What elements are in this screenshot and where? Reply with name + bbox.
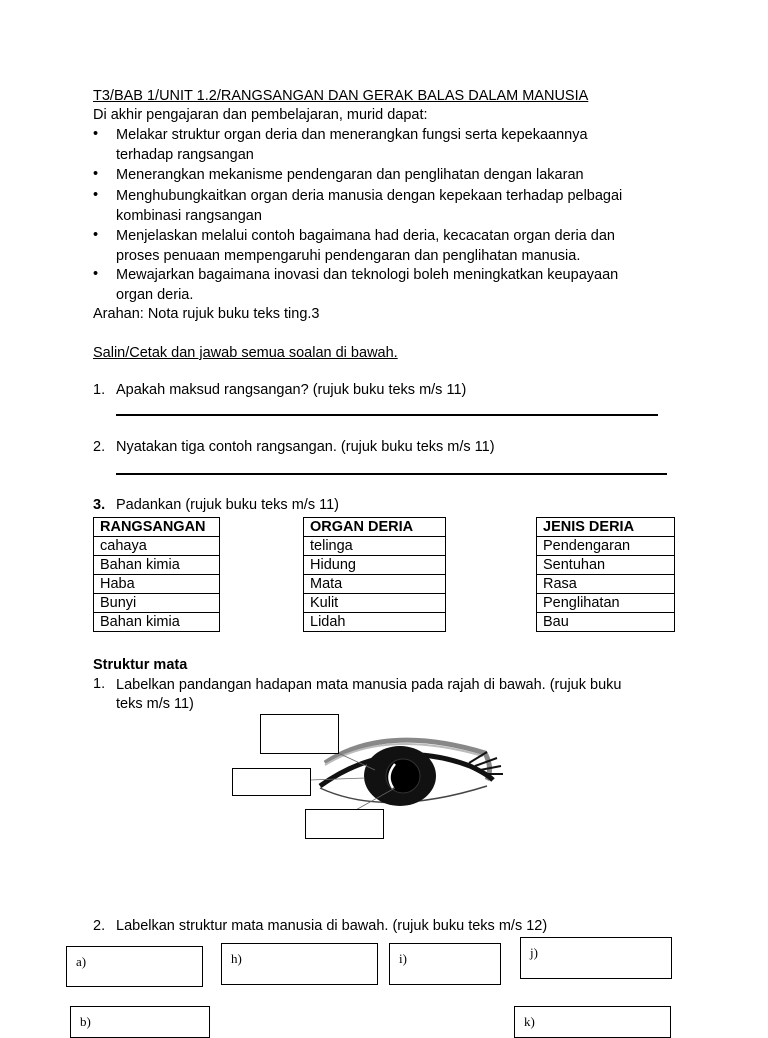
box-label: j) — [530, 945, 538, 960]
question-number: 2. — [93, 918, 106, 934]
question-number: 3. — [93, 497, 106, 513]
answer-line[interactable] — [116, 473, 667, 475]
table-organ-deria — [303, 517, 446, 632]
box-label: b) — [80, 1014, 91, 1029]
pupil — [386, 759, 420, 793]
table-cell: Hidung — [304, 556, 446, 575]
label-box-k[interactable] — [514, 1006, 671, 1038]
column-header: RANGSANGAN — [94, 518, 220, 537]
label-box-i[interactable] — [389, 943, 501, 985]
label-box[interactable] — [232, 768, 311, 796]
bullet-icon: • — [93, 166, 99, 182]
intro-text: Di akhir pengajaran dan pembelajaran, murid dapat: — [93, 107, 428, 123]
table-cell: Pendengaran — [537, 537, 675, 556]
box-label: i) — [399, 951, 407, 966]
question-text: Labelkan struktur mata manusia di bawah. (rujuk buku teks m/s 12) — [116, 918, 548, 934]
question-number: 2. — [93, 439, 106, 455]
answer-line[interactable] — [116, 414, 658, 416]
list-item: Menjelaskan melalui contoh bagaimana had deria, kecacatan organ deria dan proses penuaan mempengaruhi pendengaran dan penglihatan manusia. — [116, 228, 615, 264]
page-title: T3/BAB 1/UNIT 1.2/RANGSANGAN DAN GERAK BALAS DALAM MANUSIA — [93, 88, 589, 104]
question-text: Labelkan pandangan hadapan mata manusia pada rajah di bawah. (rujuk buku teks m/s 11) — [116, 677, 622, 712]
table-cell: Kulit — [304, 594, 446, 613]
box-label: a) — [76, 954, 87, 969]
list-item: Menghubungkaitkan organ deria manusia dengan kepekaan terhadap pelbagai kombinasi rangsangan — [116, 188, 623, 224]
table-cell: Lidah — [304, 613, 446, 632]
question-text: Apakah maksud rangsangan? (rujuk buku teks m/s 11) — [116, 382, 467, 398]
table-cell: Bau — [537, 613, 675, 632]
question-number: 1. — [93, 382, 106, 398]
table-cell: Bahan kimia — [94, 556, 220, 575]
bullet-icon: • — [93, 126, 99, 142]
list-item: Menerangkan mekanisme pendengaran dan penglihatan dengan lakaran — [116, 167, 584, 183]
question-text: Padankan (rujuk buku teks m/s 11) — [116, 497, 339, 513]
section-heading: Struktur mata — [93, 657, 188, 673]
label-box[interactable] — [305, 809, 384, 839]
arahan-text: Arahan: Nota rujuk buku teks ting.3 — [93, 306, 320, 322]
instruction-text: Salin/Cetak dan jawab semua soalan di bawah. — [93, 345, 398, 361]
bullet-icon: • — [93, 187, 99, 203]
table-cell: telinga — [304, 537, 446, 556]
table-cell: Haba — [94, 575, 220, 594]
table-rangsangan — [93, 517, 220, 632]
table-cell: Rasa — [537, 575, 675, 594]
list-item: Melakar struktur organ deria dan menerangkan fungsi serta kepekaannya terhadap rangsangan — [116, 127, 588, 163]
table-cell: Bahan kimia — [94, 613, 220, 632]
box-label: k) — [524, 1014, 535, 1029]
label-box-a[interactable] — [66, 946, 203, 987]
question-text: Nyatakan tiga contoh rangsangan. (rujuk buku teks m/s 11) — [116, 439, 495, 455]
question-number: 1. — [93, 676, 106, 692]
column-header: JENIS DERIA — [537, 518, 675, 537]
list-item: Mewajarkan bagaimana inovasi dan teknologi boleh meningkatkan keupayaan organ deria. — [116, 267, 619, 303]
label-box[interactable] — [260, 714, 339, 754]
label-box-b[interactable] — [70, 1006, 210, 1038]
leader-line — [310, 778, 365, 780]
label-box-h[interactable] — [221, 943, 378, 985]
box-label: h) — [231, 951, 242, 966]
label-box-j[interactable] — [520, 937, 672, 979]
table-cell: Sentuhan — [537, 556, 675, 575]
table-cell: Bunyi — [94, 594, 220, 613]
table-jenis-deria — [536, 517, 675, 632]
bullet-icon: • — [93, 227, 99, 243]
table-cell: Penglihatan — [537, 594, 675, 613]
bullet-icon: • — [93, 266, 99, 282]
column-header: ORGAN DERIA — [304, 518, 446, 537]
table-cell: cahaya — [94, 537, 220, 556]
table-cell: Mata — [304, 575, 446, 594]
